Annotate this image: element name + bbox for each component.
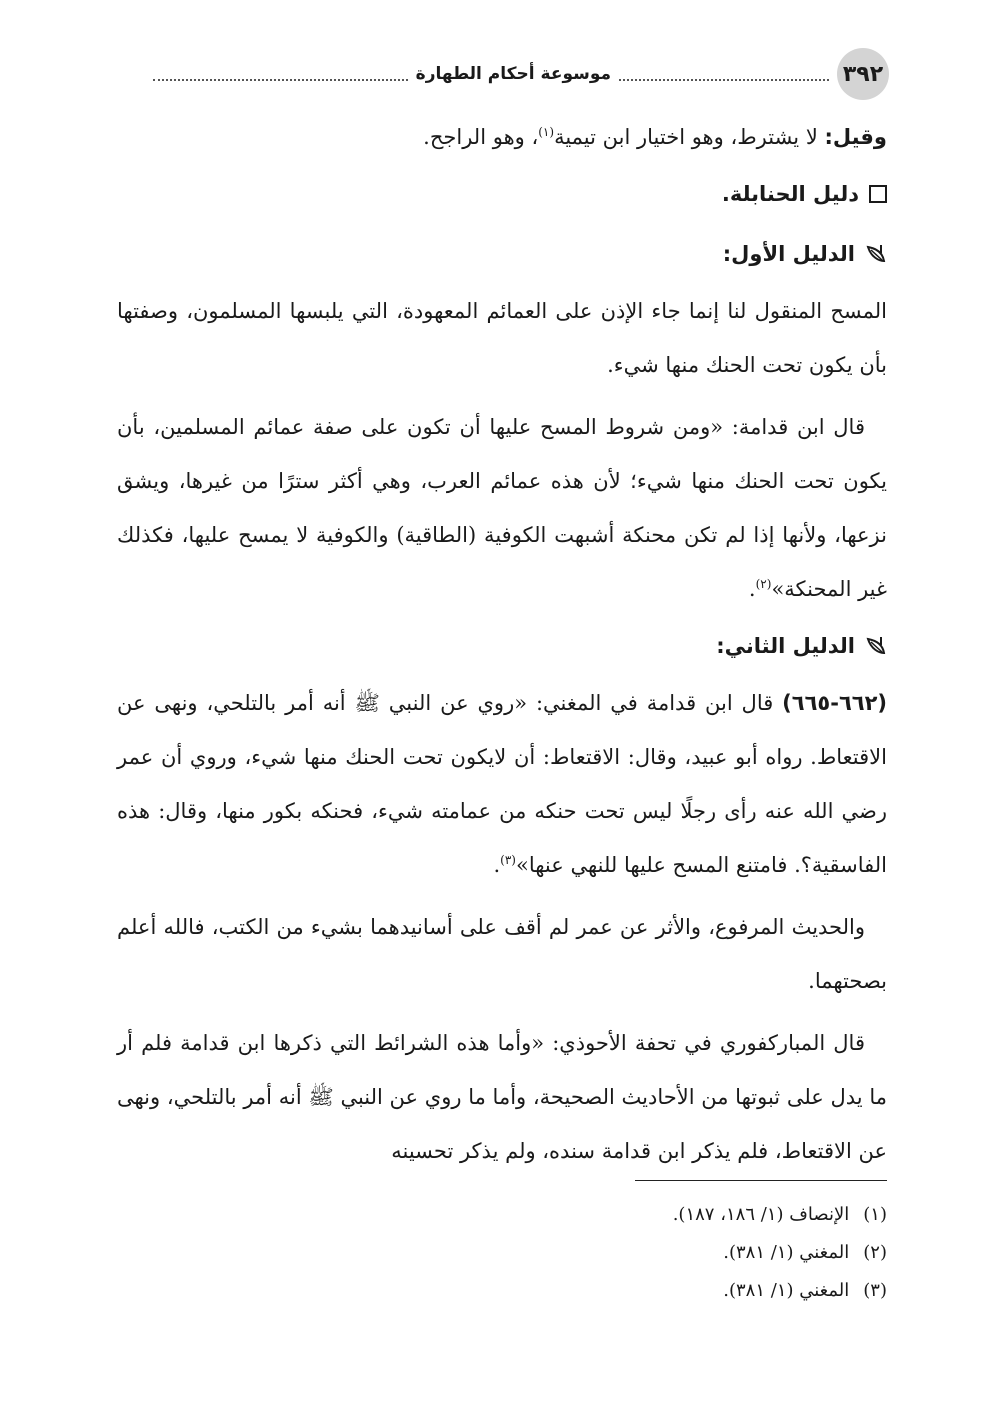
- leaf-bullet-icon: [865, 243, 887, 265]
- footnote-text: المغني (١/ ٣٨١).: [723, 1280, 850, 1301]
- footnote-number: (١): [863, 1204, 887, 1225]
- leaf-bullet-icon: [865, 635, 887, 657]
- paragraph-1: [117, 110, 887, 164]
- header-dots-left: [153, 79, 408, 81]
- heading-first-label: الدليل الأول:: [722, 242, 855, 266]
- paragraph-5-text: والحديث المرفوع، والأثر عن عمر لم أقف على أسانيدهما بشيء من الكتب، فالله أعلم بصحتهما.: [117, 915, 887, 993]
- page-body: [117, 110, 887, 1178]
- footnotes: [117, 1196, 887, 1310]
- heading-second-evidence: [117, 616, 887, 676]
- footnote-text: الإنصاف (١/ ١٨٦، ١٨٧).: [672, 1204, 850, 1225]
- footnote-1: [117, 1196, 887, 1234]
- heading-first-evidence: [117, 224, 887, 284]
- hadith-number: (٦٦٢-٦٦٥): [782, 691, 887, 715]
- heading-hanabila-label: دليل الحنابلة.: [721, 182, 859, 206]
- paragraph-6-text: قال المباركفوري في تحفة الأحوذي: «وأما هذه الشرائط التي ذكرها ابن قدامة فلم أر ما يدل على ثبوتها من الأحاديث الصحيحة، وأما ما روي عن النبي ﷺ أنه أمر بالتلحي، ونهى عن الاقتعاط، فلم يذكر ابن قدامة سنده، ولم يذكر تحسينه: [117, 1031, 887, 1163]
- book-title: موسوعة أحكام الطهارة: [415, 64, 611, 84]
- paragraph-2: المسح المنقول لنا إنما جاء الإذن على العمائم المعهودة، التي يلبسها المسلمون، وصفتها بأن يكون تحت الحنك منها شيء.: [117, 299, 887, 377]
- paragraph-1-tail: ، وهو الراجح.: [423, 125, 539, 149]
- footnote-divider: [635, 1180, 887, 1181]
- footnote-ref-1[interactable]: (١): [538, 125, 555, 139]
- paragraph-3: [117, 400, 887, 616]
- paragraph-5: [117, 900, 887, 1008]
- footnote-3: [117, 1272, 887, 1310]
- heading-hanabila-evidence: [117, 164, 887, 224]
- page-number: ٣٩٢: [837, 48, 889, 100]
- square-bullet-icon: [869, 185, 887, 203]
- footnote-text: المغني (١/ ٣٨١).: [723, 1242, 850, 1263]
- paragraph-1-lead: وقيل:: [824, 125, 887, 149]
- paragraph-3-text: قال ابن قدامة: «ومن شروط المسح عليها أن تكون على صفة عمائم المسلمين، بأن يكون تحت الحنك منها شيء؛ لأن هذه عمائم العرب، وهي أكثر سترًا من غيرها، ويشق نزعها، ولأنها إذا لم تكن محنكة أشبهت الكوفية (الطاقية) والكوفية لا يمسح عليها، فكذلك غير المحنكة»: [117, 415, 887, 601]
- footnote-ref-3[interactable]: (٣): [500, 853, 516, 867]
- paragraph-1-text: لا يشترط، وهو اختيار ابن تيمية: [554, 125, 825, 149]
- header-dots-right: [619, 79, 829, 81]
- paragraph-6: [117, 1016, 887, 1178]
- paragraph-4: [117, 676, 887, 892]
- footnote-number: (٢): [863, 1242, 887, 1263]
- footnote-2: [117, 1234, 887, 1272]
- heading-second-label: الدليل الثاني:: [716, 634, 855, 658]
- paragraph-3-tail: .: [748, 577, 756, 601]
- page-header: [145, 48, 889, 100]
- paragraph-4-tail: .: [493, 853, 501, 877]
- footnote-ref-2[interactable]: (٢): [755, 577, 772, 591]
- footnote-number: (٣): [863, 1280, 887, 1301]
- paragraph-4-text: قال ابن قدامة في المغني: «روي عن النبي ﷺ أنه أمر بالتلحي، ونهى عن الاقتعاط. رواه أبو عبيد، وقال: الاقتعاط: أن لايكون تحت الحنك منها شيء، وروي أن عمر رضي الله عنه رأى رجلًا ليس تحت حنكه من عمامته شيء، فحنكه بكور منها، وقال: هذه الفاسقية؟. فامتنع المسح عليها للنهي عنها»: [117, 691, 887, 877]
